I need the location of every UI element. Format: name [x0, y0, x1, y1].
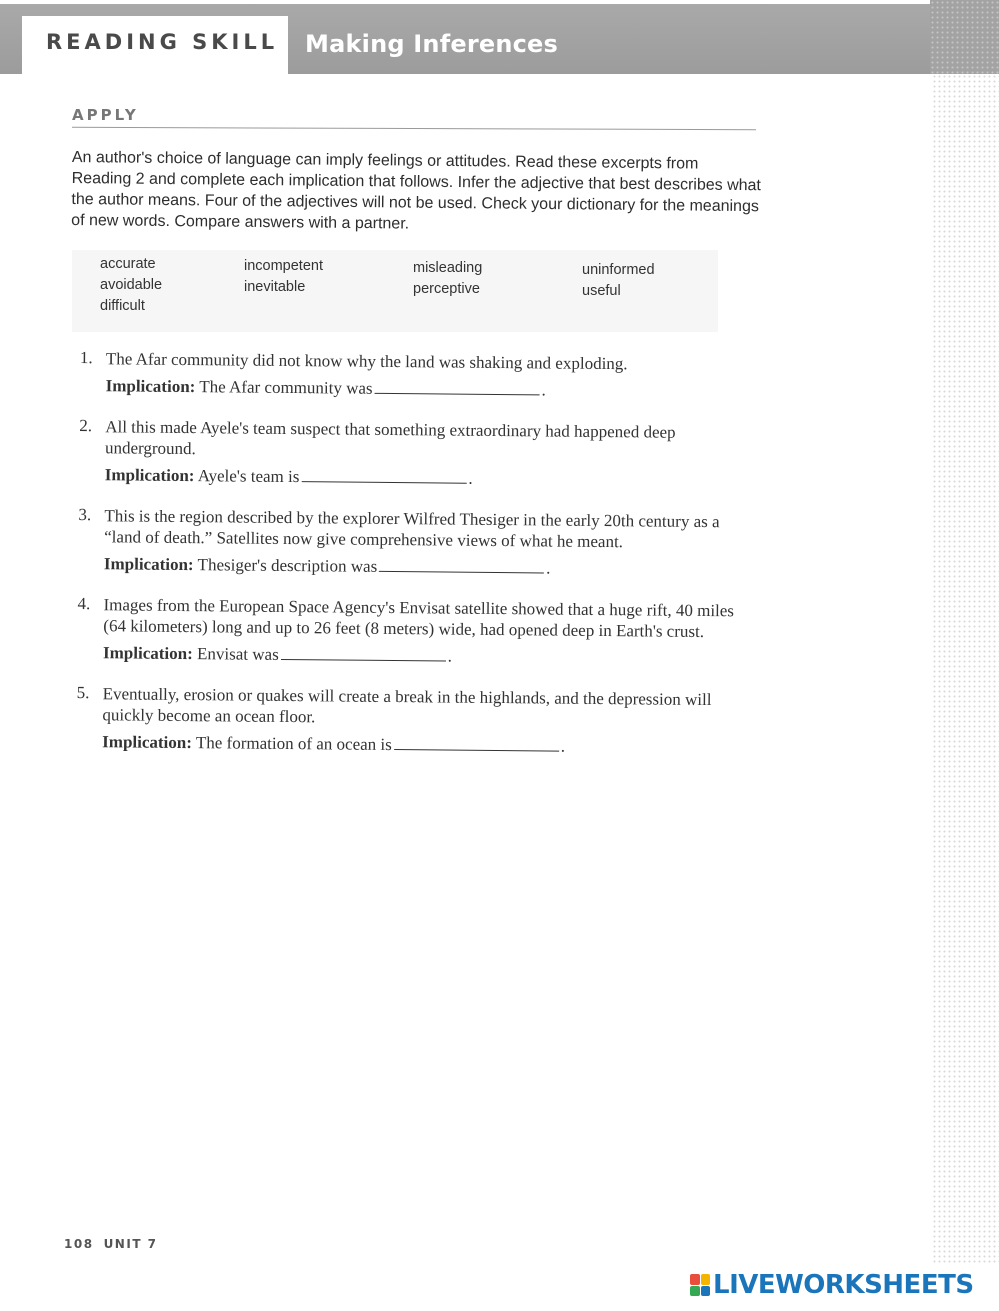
instructions: An author's choice of language can imply feelings or attitudes. Read these excerpts from Reading 2 and complete each implication that follows. Infer the adjective that best describes what the author means. Four of the adjectives will not be used. Check your dictionary for the meanings of new words. Compare answers with a partner.	[71, 148, 762, 233]
implication-text: Thesiger's description was	[197, 555, 378, 576]
item-text: Eventually, erosion or quakes will create a break in the highlands, and the depression will quickly become an ocean floor.	[102, 684, 712, 727]
word-option: uninformed	[582, 262, 655, 278]
implication-text: The formation of an ocean is	[195, 733, 392, 755]
word-box	[72, 250, 718, 332]
word-option: incompetent	[244, 258, 323, 274]
logo-square	[701, 1286, 711, 1297]
header-tab	[22, 16, 288, 94]
exercise-list	[76, 348, 760, 773]
item-number: 4.	[77, 593, 91, 614]
implication-end: .	[546, 558, 551, 578]
exercise-item	[80, 348, 760, 403]
item-number: 2.	[79, 415, 93, 436]
word-option: misleading	[413, 260, 483, 276]
answer-blank[interactable]	[379, 557, 544, 574]
page-number: 108	[64, 1237, 94, 1251]
answer-blank[interactable]	[301, 467, 466, 484]
implication-text: Ayele's team is	[197, 466, 300, 487]
implication-text: Envisat was	[196, 644, 279, 664]
section-title: Making Inferences	[305, 30, 559, 58]
implication-label: Implication:	[103, 554, 194, 575]
implication-label: Implication:	[102, 732, 193, 753]
exercise-item	[78, 505, 759, 581]
word-option: avoidable	[100, 277, 163, 293]
exercise-item	[77, 594, 758, 670]
section-label: READING SKILL	[46, 30, 279, 54]
implication-end: .	[541, 380, 546, 400]
item-text: The Afar community did not know why the land was shaking and exploding.	[105, 349, 628, 374]
implication	[104, 553, 758, 580]
implication-label: Implication:	[104, 465, 195, 486]
implication	[102, 731, 756, 758]
answer-blank[interactable]	[375, 379, 540, 396]
word-option: inevitable	[244, 279, 306, 295]
implication-label: Implication:	[102, 643, 193, 664]
item-text: Images from the European Space Agency's Envisat satellite showed that a huge rift, 40 miles (64 kilometers) long and up to 26 feet (8 meters) wide, had opened deep in Earth's crust.	[103, 595, 735, 642]
liveworksheets-brand[interactable]	[690, 1270, 974, 1300]
item-number: 5.	[76, 682, 90, 703]
answer-blank[interactable]	[394, 735, 559, 752]
brand-name: LIVEWORKSHEETS	[713, 1270, 974, 1300]
implication-end: .	[560, 736, 566, 756]
exercise-item	[76, 683, 757, 759]
implication	[106, 375, 760, 402]
word-option: difficult	[100, 298, 145, 314]
logo-square	[690, 1274, 700, 1285]
word-option: useful	[582, 283, 621, 299]
page-footer	[64, 1237, 158, 1251]
word-option: perceptive	[413, 281, 480, 297]
implication-end: .	[468, 468, 473, 488]
liveworksheets-logo-icon	[690, 1274, 710, 1296]
implication-label: Implication:	[105, 376, 196, 397]
item-number: 1.	[79, 348, 93, 368]
logo-square	[701, 1274, 711, 1285]
exercise-item	[79, 416, 760, 492]
implication-text: The Afar community was	[199, 377, 373, 398]
item-text: All this made Ayele's team suspect that something extraordinary had happened deep underground.	[104, 417, 676, 459]
dotted-margin-top	[930, 0, 999, 74]
logo-square	[690, 1286, 700, 1297]
answer-blank[interactable]	[281, 645, 446, 662]
implication	[103, 642, 757, 669]
implication	[105, 464, 759, 491]
item-text: This is the region described by the explorer Wilfred Thesiger in the early 20th century as a “land of death.” Satellites now give comprehensive views of what he meant.	[104, 506, 720, 552]
apply-divider	[72, 127, 756, 130]
dotted-margin	[932, 74, 999, 1264]
unit-label: UNIT 7	[103, 1237, 158, 1251]
apply-heading: APPLY	[72, 106, 139, 124]
item-number: 3.	[78, 504, 92, 525]
word-option: accurate	[100, 256, 156, 272]
implication-end: .	[447, 646, 453, 666]
